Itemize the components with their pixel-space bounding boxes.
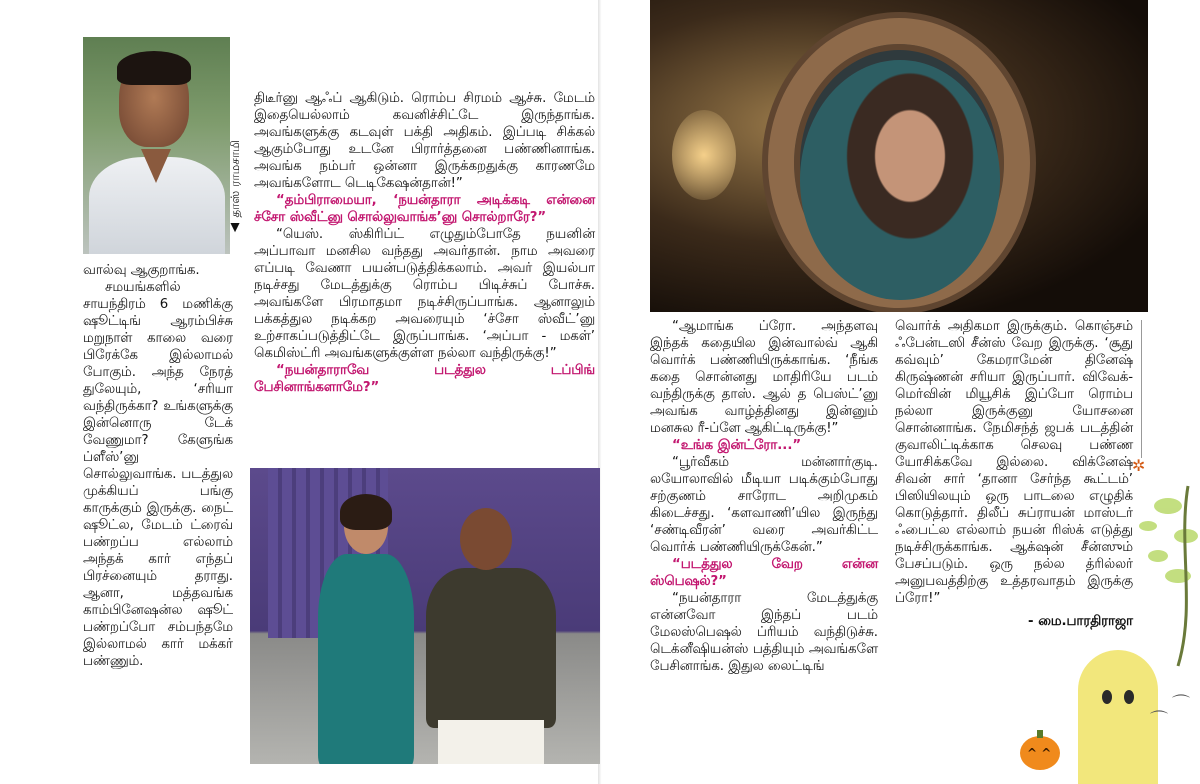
article-column-1 <box>83 262 233 670</box>
bat-icon-left: ⌒ <box>1150 710 1168 731</box>
ghost-house-decoration <box>1078 650 1158 784</box>
pumpkin-icon <box>1020 736 1060 770</box>
spider-icon: ✲ <box>1132 456 1146 475</box>
actor-shirt <box>426 568 556 728</box>
ghost-eye-left <box>1102 690 1112 704</box>
film-still-mirror-photo <box>650 0 1148 312</box>
article-column-3 <box>650 318 878 675</box>
interview-answer: “பூர்வீகம் மன்னார்குடி. லயோலாவில் மீடியா படிக்கும்போது சற்குணம் சாரோட அறிமுகம் கிடைச்சது. ‘களவாணி’யில இருந்து ‘சண்டிவீரன்’ வரை அவர்கிட்ட வொர்க் பண்ணியிருக்கேன்.” <box>650 455 878 555</box>
film-still-duo-photo <box>250 468 600 764</box>
interview-answer: “ஆமாங்க ப்ரோ. அந்தளவு இந்தக் கதையில இன்வால்வ் ஆகி வொர்க் பண்ணியிருக்காங்க. ‘நீங்க கதை சொன்னது மாதிரியே படம் வந்திருக்கு தாஸ். ஆல் த பெஸ்ட்’னு அவங்க வாழ்த்தினது இன்னும் மனசுல ரீ-ப்ளே ஆகிட்டிருக்கு!” <box>650 319 878 436</box>
article-column-4 <box>895 318 1133 630</box>
interview-question: “படத்துல வேற என்ன ஸ்பெஷல்?” <box>650 557 878 589</box>
interview-question: “தம்பிராமையா, ‘நயன்தாரா அடிக்கடி என்னை ச்சோ ஸ்வீட்னு சொல்லுவாங்க’னு சொல்றாரே?” <box>254 193 595 225</box>
spider-thread <box>1141 320 1142 458</box>
lamp-glow <box>672 110 736 200</box>
interview-question: “நயன்தாராவே படத்துல டப்பிங் பேசினாங்களாமே?” <box>254 363 595 395</box>
actress-hair <box>340 494 392 530</box>
bat-icon-right: ⌒ <box>1172 694 1190 715</box>
director-portrait-photo <box>83 37 230 254</box>
actor-figure <box>420 508 560 764</box>
paragraph-continued: வொர்க் அதிகமா இருக்கும். கொஞ்சம் ஃபேன்டஸி சீன்ஸ் வேற இருக்கு. ‘சூது கவ்வும்’ கேமராமேன் தினேஷ் கிருஷ்ணன் சரியா இருப்பார். விவேக்-மெர்வின் மியூசிக் இப்போ ரொம்ப நல்லா இருக்குனு யோசனை சொன்னாங்க. நேமிசந்த் ஜபக் படத்தின் குவாலிட்டிக்காக செலவு பண்ண யோசிக்கவே இல்லை. விக்னேஷ் சிவன் சார் ‘தானா சேர்ந்த கூட்டம்’ பிஸியிலயும் ஒரு பாடலை எழுதிக் கொடுத்தார். திலீப் சுப்ராயன் மாஸ்டர் ஃபைட்ல எல்லாம் நயன் ரிஸ்க் எடுத்து நடிச்சிருக்காங்க. ஆக்‌ஷன் சீன்ஸும் பேசப்படும். ஒரு நல்ல த்ரில்லர் அனுபவத்திற்கு உத்தரவாதம் இருக்கு ப்ரோ!” <box>895 319 1133 606</box>
actor-head <box>460 508 512 570</box>
photo-credit: ▲ தாஸ் ராமசாமி <box>228 140 242 236</box>
ghost-eye-right <box>1124 690 1134 704</box>
actress-figure <box>310 498 420 764</box>
actor-dhoti <box>438 720 544 764</box>
mirror-reflection <box>800 60 1000 300</box>
paragraph-continued: திடீர்னு ஆஃப் ஆகிடும். ரொம்ப சிரமம் ஆச்சு. மேடம் இதையெல்லாம் கவனிச்சிட்டே இருந்தாங்க. அவங்களுக்கு கடவுள் பக்தி அதிகம். இப்படி சிக்கல் ஆகும்போது உடனே பிரார்த்தனை பண்ணினாங்க. அவங்க நம்பர் ஒன்னா இருக்கறதுக்கு காரணமே அவங்களோட டெடிகேஷன்தான்!” <box>254 91 595 191</box>
author-signature: - மை.பாரதிராஜா <box>1028 614 1133 629</box>
portrait-hair <box>117 51 191 85</box>
article-column-2 <box>254 90 595 396</box>
interview-answer: சமயங்களில் சாயந்திரம் 6 மணிக்கு ஷூட்டிங் ஆரம்பிச்சு மறுநாள் காலை வரை பிரேக்கே இல்லாமல் போகும். அந்த நேரத் துலேயும், ‘சரியா வந்திருக்கா? உங்களுக்கு இன்னொரு டேக் வேணுமா? கேளுங்க ப்ளீஸ்’னு சொல்லுவாங்க. படத்துல முக்கியப் பங்கு காருக்கும் இருக்கு. நைட் ஷூட்ல, மேடம் ட்ரைவ் பண்றப்ப எல்லாம் அந்தக் கார் எந்தப் பிரச்னையும் தராது. ஆனா, மத்தவங்க காம்பினேஷன்ல ஷூட் பண்றப்போ சம்பந்தமே இல்லாமல் கார் மக்கர் பண்ணும். <box>83 280 233 669</box>
pumpkin-face: ^ ^ <box>1027 746 1052 760</box>
paragraph-continued: வால்வு ஆகுறாங்க. <box>83 263 200 278</box>
interview-question: “உங்க இன்ட்ரோ...” <box>672 438 802 453</box>
actress-dress <box>318 554 414 764</box>
interview-answer: “நயன்தாரா மேடத்துக்கு என்னவோ இந்தப் படம் மேலஸ்பெஷல் ப்ரியம் வந்திடுச்சு. டெக்னீஷியன்ஸ் பத்தியும் அவங்களே பேசினாங்க. இதுல லைட்டிங் <box>650 591 878 674</box>
interview-answer: “யெஸ். ஸ்கிரிப்ட் எழுதும்போதே நயனின் அப்பாவா மனசில வந்தது அவர்தான். நாம அவரை எப்படி வேணா பயன்படுத்திக்கலாம். அவர் இயல்பா நடிச்சது மேடத்துக்கு ரொம்ப பிடிச்சுப் போச்சு. அவங்களே பிரமாதமா நடிச்சிருப்பாங்க. ஆனாலும் பக்கத்துல நடிக்கற அவரையும் ‘ச்சோ ஸ்வீட்’னு உற்சாகப்படுத்திட்டே இருப்பாங்க. ‘அப்பா - மகள்’ கெமிஸ்ட்ரி அவங்களுக்குள்ள நல்லா வந்திருக்கு!” <box>254 227 595 361</box>
